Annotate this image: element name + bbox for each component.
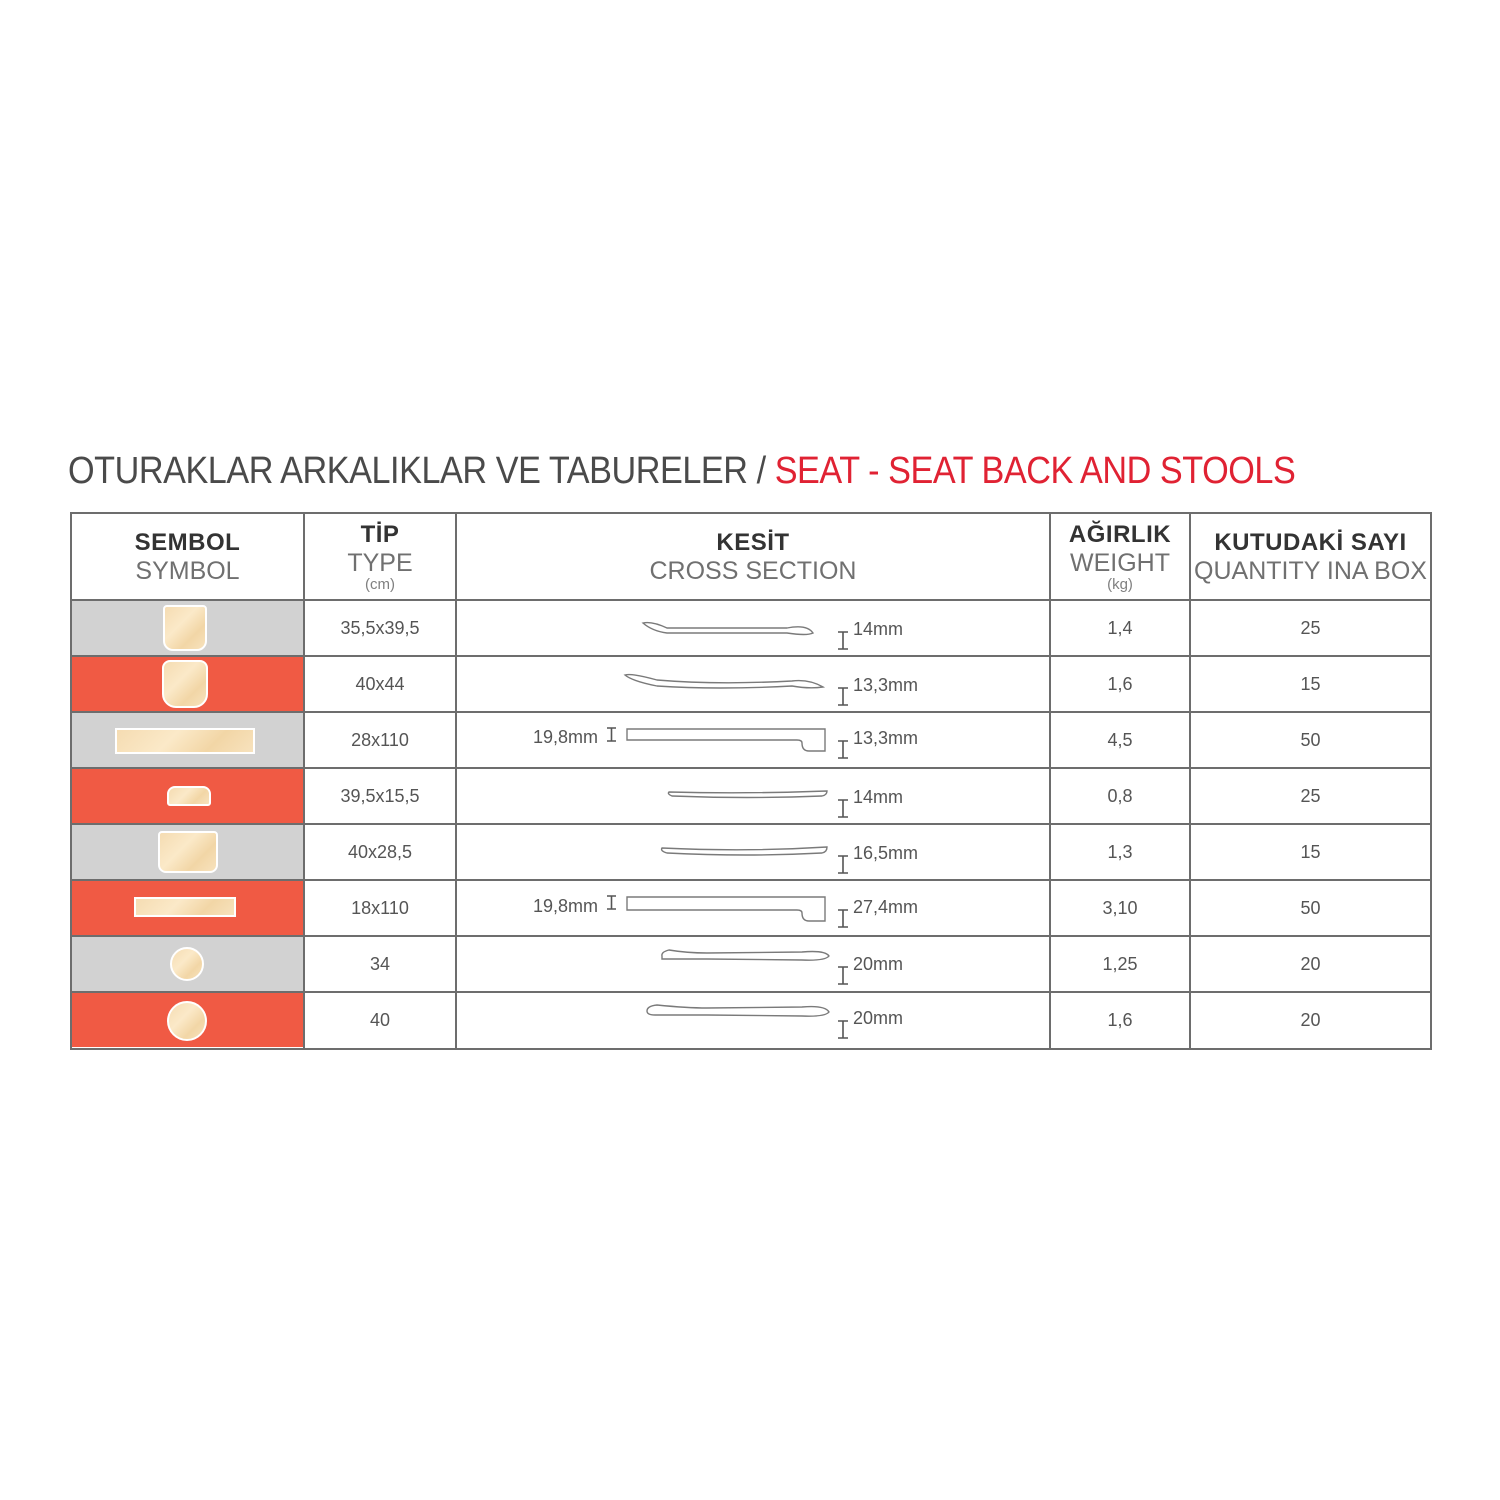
row-2-weight: 1,6 xyxy=(1107,673,1133,694)
header-weight-tr: AĞIRLIK xyxy=(1068,521,1172,548)
short-board-icon xyxy=(134,897,236,917)
product-table xyxy=(70,512,1432,1050)
row-6-type: 18x110 xyxy=(351,897,409,918)
row-divider xyxy=(70,711,1432,713)
row-8-quantity: 20 xyxy=(1300,1010,1321,1030)
row-divider xyxy=(70,879,1432,881)
thickness-marker-6 xyxy=(838,910,848,927)
header-symbol xyxy=(72,514,303,600)
row-5-quantity: 15 xyxy=(1300,841,1321,862)
row-7-thickness: 20mm xyxy=(853,954,904,974)
header-section-tr: KESİT xyxy=(716,528,790,556)
profile-row-7 xyxy=(662,950,829,960)
row-5-weight: 1,3 xyxy=(1107,841,1133,862)
header-weight xyxy=(1051,514,1189,600)
row-3-quantity: 50 xyxy=(1300,729,1321,750)
row-divider xyxy=(70,935,1432,937)
row-6-width: 19,8mm xyxy=(533,896,599,916)
row-4-weight: 0,8 xyxy=(1107,785,1133,806)
column-divider xyxy=(303,512,305,1050)
symbol-cell-3 xyxy=(72,713,303,767)
seat-rounded-icon xyxy=(162,660,208,708)
header-weight-en: WEIGHT xyxy=(1070,549,1170,577)
header-section-en: CROSS SECTION xyxy=(649,556,857,585)
row-4-quantity: 25 xyxy=(1300,785,1321,806)
row-7-quantity: 20 xyxy=(1300,953,1321,974)
row-divider xyxy=(70,823,1432,825)
row-1-weight: 1,4 xyxy=(1107,617,1133,638)
title-separator: / xyxy=(747,450,775,492)
row-8-thickness: 20mm xyxy=(853,1008,904,1028)
header-symbol-en: SYMBOL xyxy=(135,556,240,585)
thickness-marker-4 xyxy=(838,800,848,817)
header-type xyxy=(305,514,455,600)
title-english: SEAT - SEAT BACK AND STOOLS xyxy=(774,450,1296,492)
header-type-en: TYPE xyxy=(347,549,413,577)
row-divider xyxy=(70,991,1432,993)
row-6-quantity: 50 xyxy=(1300,897,1321,918)
thickness-marker-1 xyxy=(838,632,848,649)
header-type-unit: (cm) xyxy=(365,576,395,593)
row-divider xyxy=(70,655,1432,657)
row-divider xyxy=(70,767,1432,769)
thickness-marker-5 xyxy=(838,856,848,873)
table-border-right xyxy=(1430,512,1432,1050)
profile-row-3 xyxy=(627,729,825,751)
header-quantity xyxy=(1191,514,1430,600)
thickness-marker-3 xyxy=(838,741,848,758)
header-section xyxy=(457,514,1049,600)
round-stool-large-icon xyxy=(167,1001,207,1041)
symbol-cell-1 xyxy=(72,601,303,655)
symbol-cell-8 xyxy=(72,993,303,1047)
row-3-thickness: 13,3mm xyxy=(853,728,919,748)
profile-row-1 xyxy=(643,623,813,635)
header-quantity-tr: KUTUDAKİ SAYI xyxy=(1214,528,1407,556)
row-5-type: 40x28,5 xyxy=(347,841,413,862)
row-1-type: 35,5x39,5 xyxy=(340,617,420,638)
profile-row-8 xyxy=(647,1005,829,1016)
row-4-type: 39,5x15,5 xyxy=(340,785,420,806)
row-3-type: 28x110 xyxy=(351,729,409,750)
row-2-quantity: 15 xyxy=(1300,673,1321,694)
table-border-left xyxy=(70,512,72,1050)
symbol-cell-5 xyxy=(72,825,303,879)
thickness-marker-8 xyxy=(838,1021,848,1038)
width-marker-3 xyxy=(607,728,616,741)
row-8-weight: 1,6 xyxy=(1107,1010,1133,1030)
header-weight-unit: (kg) xyxy=(1107,576,1133,593)
row-divider xyxy=(70,599,1432,601)
seat-wide-icon xyxy=(158,831,218,873)
seat-square-icon xyxy=(163,605,207,651)
row-4-thickness: 14mm xyxy=(853,787,904,807)
row-6-weight: 3,10 xyxy=(1102,897,1138,918)
symbol-cell-6 xyxy=(72,881,303,935)
row-2-type: 40x44 xyxy=(355,673,405,694)
table-border-top xyxy=(70,512,1432,514)
header-type-tr: TİP xyxy=(360,521,400,548)
column-divider xyxy=(1049,512,1051,1050)
symbol-cell-2 xyxy=(72,657,303,711)
profile-row-2 xyxy=(625,675,823,688)
thickness-marker-2 xyxy=(838,688,848,705)
row-1-quantity: 25 xyxy=(1300,617,1321,638)
table-border-bottom xyxy=(70,1048,1432,1050)
header-symbol-tr: SEMBOL xyxy=(134,528,241,556)
column-divider xyxy=(455,512,457,1050)
title-turkish: OTURAKLAR ARKALIKLAR VE TABURELER xyxy=(68,450,748,492)
row-3-weight: 4,5 xyxy=(1107,729,1133,750)
row-8-type: 40 xyxy=(369,1010,391,1030)
row-7-type: 34 xyxy=(369,953,391,974)
symbol-cell-7 xyxy=(72,937,303,991)
profile-row-6 xyxy=(627,897,825,921)
profile-row-5 xyxy=(662,847,827,855)
long-board-icon xyxy=(115,728,255,754)
row-7-weight: 1,25 xyxy=(1102,953,1138,974)
column-divider xyxy=(1189,512,1191,1050)
row-1-thickness: 14mm xyxy=(853,619,904,639)
thickness-marker-7 xyxy=(838,967,848,984)
symbol-cell-4 xyxy=(72,769,303,823)
header-quantity-en: QUANTITY INA BOX xyxy=(1194,556,1427,585)
row-2-thickness: 13,3mm xyxy=(853,675,919,695)
row-6-thickness: 27,4mm xyxy=(853,897,919,917)
row-5-thickness: 16,5mm xyxy=(853,843,919,863)
round-stool-small-icon xyxy=(170,947,204,981)
width-marker-6 xyxy=(607,896,616,909)
row-3-width: 19,8mm xyxy=(533,727,599,747)
seat-back-icon xyxy=(167,786,211,806)
profile-row-4 xyxy=(668,791,827,798)
page-title xyxy=(68,450,1295,493)
